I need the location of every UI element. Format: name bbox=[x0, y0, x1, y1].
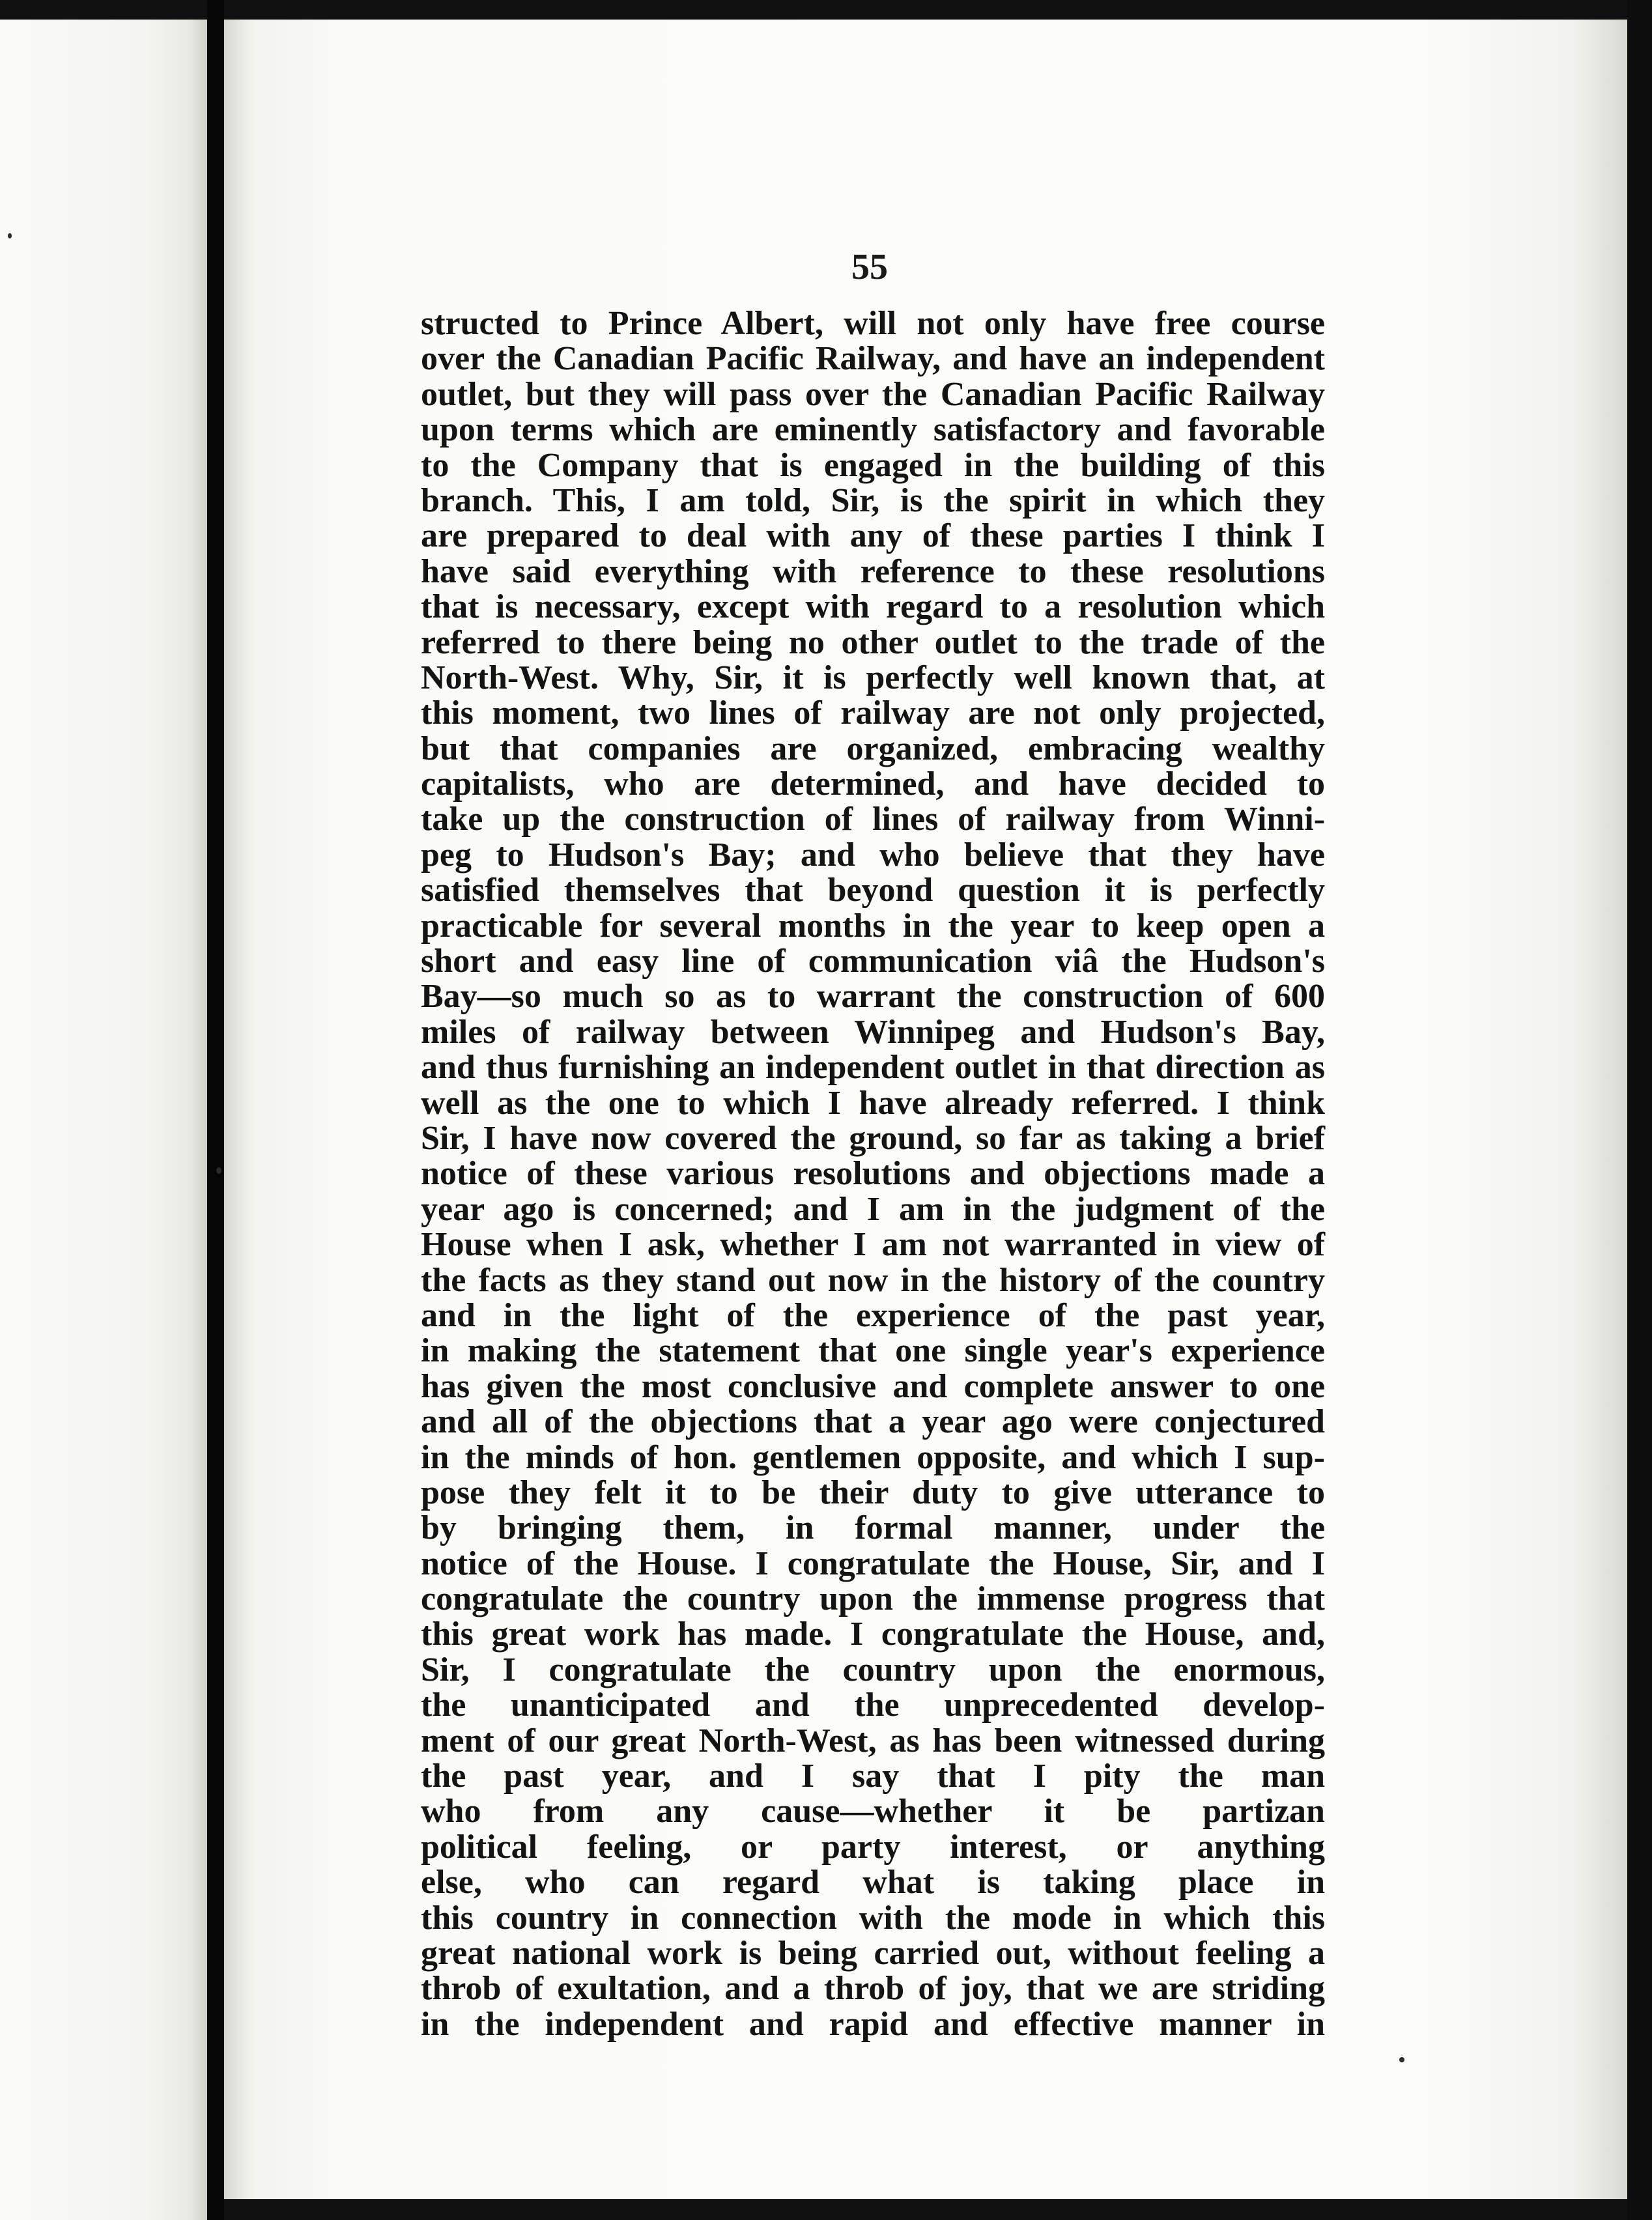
text-line: have said everything with reference to these resolutions bbox=[421, 552, 1326, 590]
ink-speck bbox=[216, 1167, 221, 1174]
text-line: and in the light of the experience of the past year, bbox=[421, 1296, 1326, 1334]
text-line: satisfied themselves that beyond question it is perfectly bbox=[421, 872, 1325, 909]
right-scan-border bbox=[1627, 0, 1652, 2220]
text-line: structed to Prince Albert, will not only have free course bbox=[421, 305, 1326, 342]
text-line: notice of these various resolutions and objections made a bbox=[421, 1155, 1326, 1193]
text-line: who from any cause—whether it be partizan bbox=[421, 1793, 1325, 1830]
text-line: this great work has made. I congratulate the House, and, bbox=[421, 1615, 1326, 1653]
text-line: congratulate the country upon the immense progress that bbox=[421, 1580, 1325, 1618]
body-text bbox=[421, 306, 1325, 2042]
text-line: take up the construction of lines of railway from Winni- bbox=[421, 801, 1326, 838]
text-line: are prepared to deal with any of these parties I think I bbox=[421, 517, 1326, 555]
left-page-edge bbox=[0, 20, 207, 2220]
text-line: throb of exultation, and a throb of joy, that we are striding bbox=[421, 1970, 1326, 2008]
text-line: this moment, two lines of railway are not only projected, bbox=[421, 694, 1325, 732]
text-line: North-West. Why, Sir, it is perfectly well known that, at bbox=[421, 659, 1325, 696]
text-line: House when I ask, whether I am not warranted in view of bbox=[421, 1226, 1326, 1264]
text-line: in the independent and rapid and effective manner in bbox=[421, 2005, 1325, 2043]
ink-speck bbox=[8, 233, 12, 238]
text-line: great national work is being carried out, without feeling a bbox=[421, 1934, 1326, 1972]
text-line: practicable for several months in the year to keep open a bbox=[421, 907, 1326, 945]
text-line: Sir, I have now covered the ground, so far as taking a brief bbox=[421, 1119, 1326, 1157]
text-line: Bay—so much so as to warrant the construction of 600 bbox=[421, 978, 1325, 1016]
page-number: 55 bbox=[851, 247, 888, 287]
text-line: referred to there being no other outlet to the trade of the bbox=[421, 623, 1325, 661]
text-line: peg to Hudson's Bay; and who believe that they have bbox=[421, 836, 1326, 874]
text-line: pose they felt it to be their duty to give utterance to bbox=[421, 1473, 1325, 1511]
text-line: upon terms which are eminently satisfactory and favorable bbox=[421, 411, 1325, 449]
text-line: has given the most conclusive and complete answer to one bbox=[421, 1367, 1326, 1405]
text-line: notice of the House. I congratulate the House, Sir, and I bbox=[421, 1544, 1326, 1582]
text-line: ment of our great North-West, as has been witnessed during bbox=[421, 1722, 1325, 1759]
text-line: in making the statement that one single year's experience bbox=[421, 1332, 1325, 1370]
ink-speck bbox=[1399, 2057, 1404, 2062]
text-line: in the minds of hon. gentlemen opposite, and which I sup- bbox=[421, 1438, 1325, 1476]
text-line: and all of the objections that a year ago were conjectured bbox=[421, 1403, 1325, 1441]
text-line: this country in connection with the mode in which this bbox=[421, 1899, 1326, 1937]
text-line: year ago is concerned; and I am in the judgment of the bbox=[421, 1190, 1325, 1228]
text-line: short and easy line of communication viâ the Hudson's bbox=[421, 943, 1326, 980]
text-line: the unanticipated and the unprecedented develop- bbox=[421, 1686, 1326, 1724]
text-line: Sir, I congratulate the country upon the enormous, bbox=[421, 1651, 1326, 1688]
text-line: else, who can regard what is taking place in bbox=[421, 1864, 1326, 1901]
text-line: capitalists, who are determined, and have decided to bbox=[421, 765, 1326, 803]
text-line: by bringing them, in formal manner, under the bbox=[421, 1509, 1326, 1547]
text-line: miles of railway between Winnipeg and Hudson's Bay, bbox=[421, 1013, 1325, 1051]
text-line: the past year, and I say that I pity the man bbox=[421, 1758, 1326, 1795]
text-line: that is necessary, except with regard to a resolution which bbox=[421, 588, 1326, 626]
text-line: well as the one to which I have already referred. I think bbox=[421, 1084, 1326, 1122]
text-line: branch. This, I am told, Sir, is the spirit in which they bbox=[421, 481, 1326, 519]
book-gutter bbox=[207, 0, 224, 2220]
text-line: outlet, but they will pass over the Canadian Pacific Railway bbox=[421, 375, 1326, 413]
text-line: but that companies are organized, embracing wealthy bbox=[421, 730, 1326, 767]
text-line: to the Company that is engaged in the building of this bbox=[421, 446, 1326, 484]
text-line: political feeling, or party interest, or anything bbox=[421, 1828, 1325, 1866]
text-line: the facts as they stand out now in the history of the country bbox=[421, 1261, 1325, 1299]
text-line: and thus furnishing an independent outlet in that direction as bbox=[421, 1049, 1326, 1087]
text-line: over the Canadian Pacific Railway, and have an independent bbox=[421, 340, 1325, 378]
